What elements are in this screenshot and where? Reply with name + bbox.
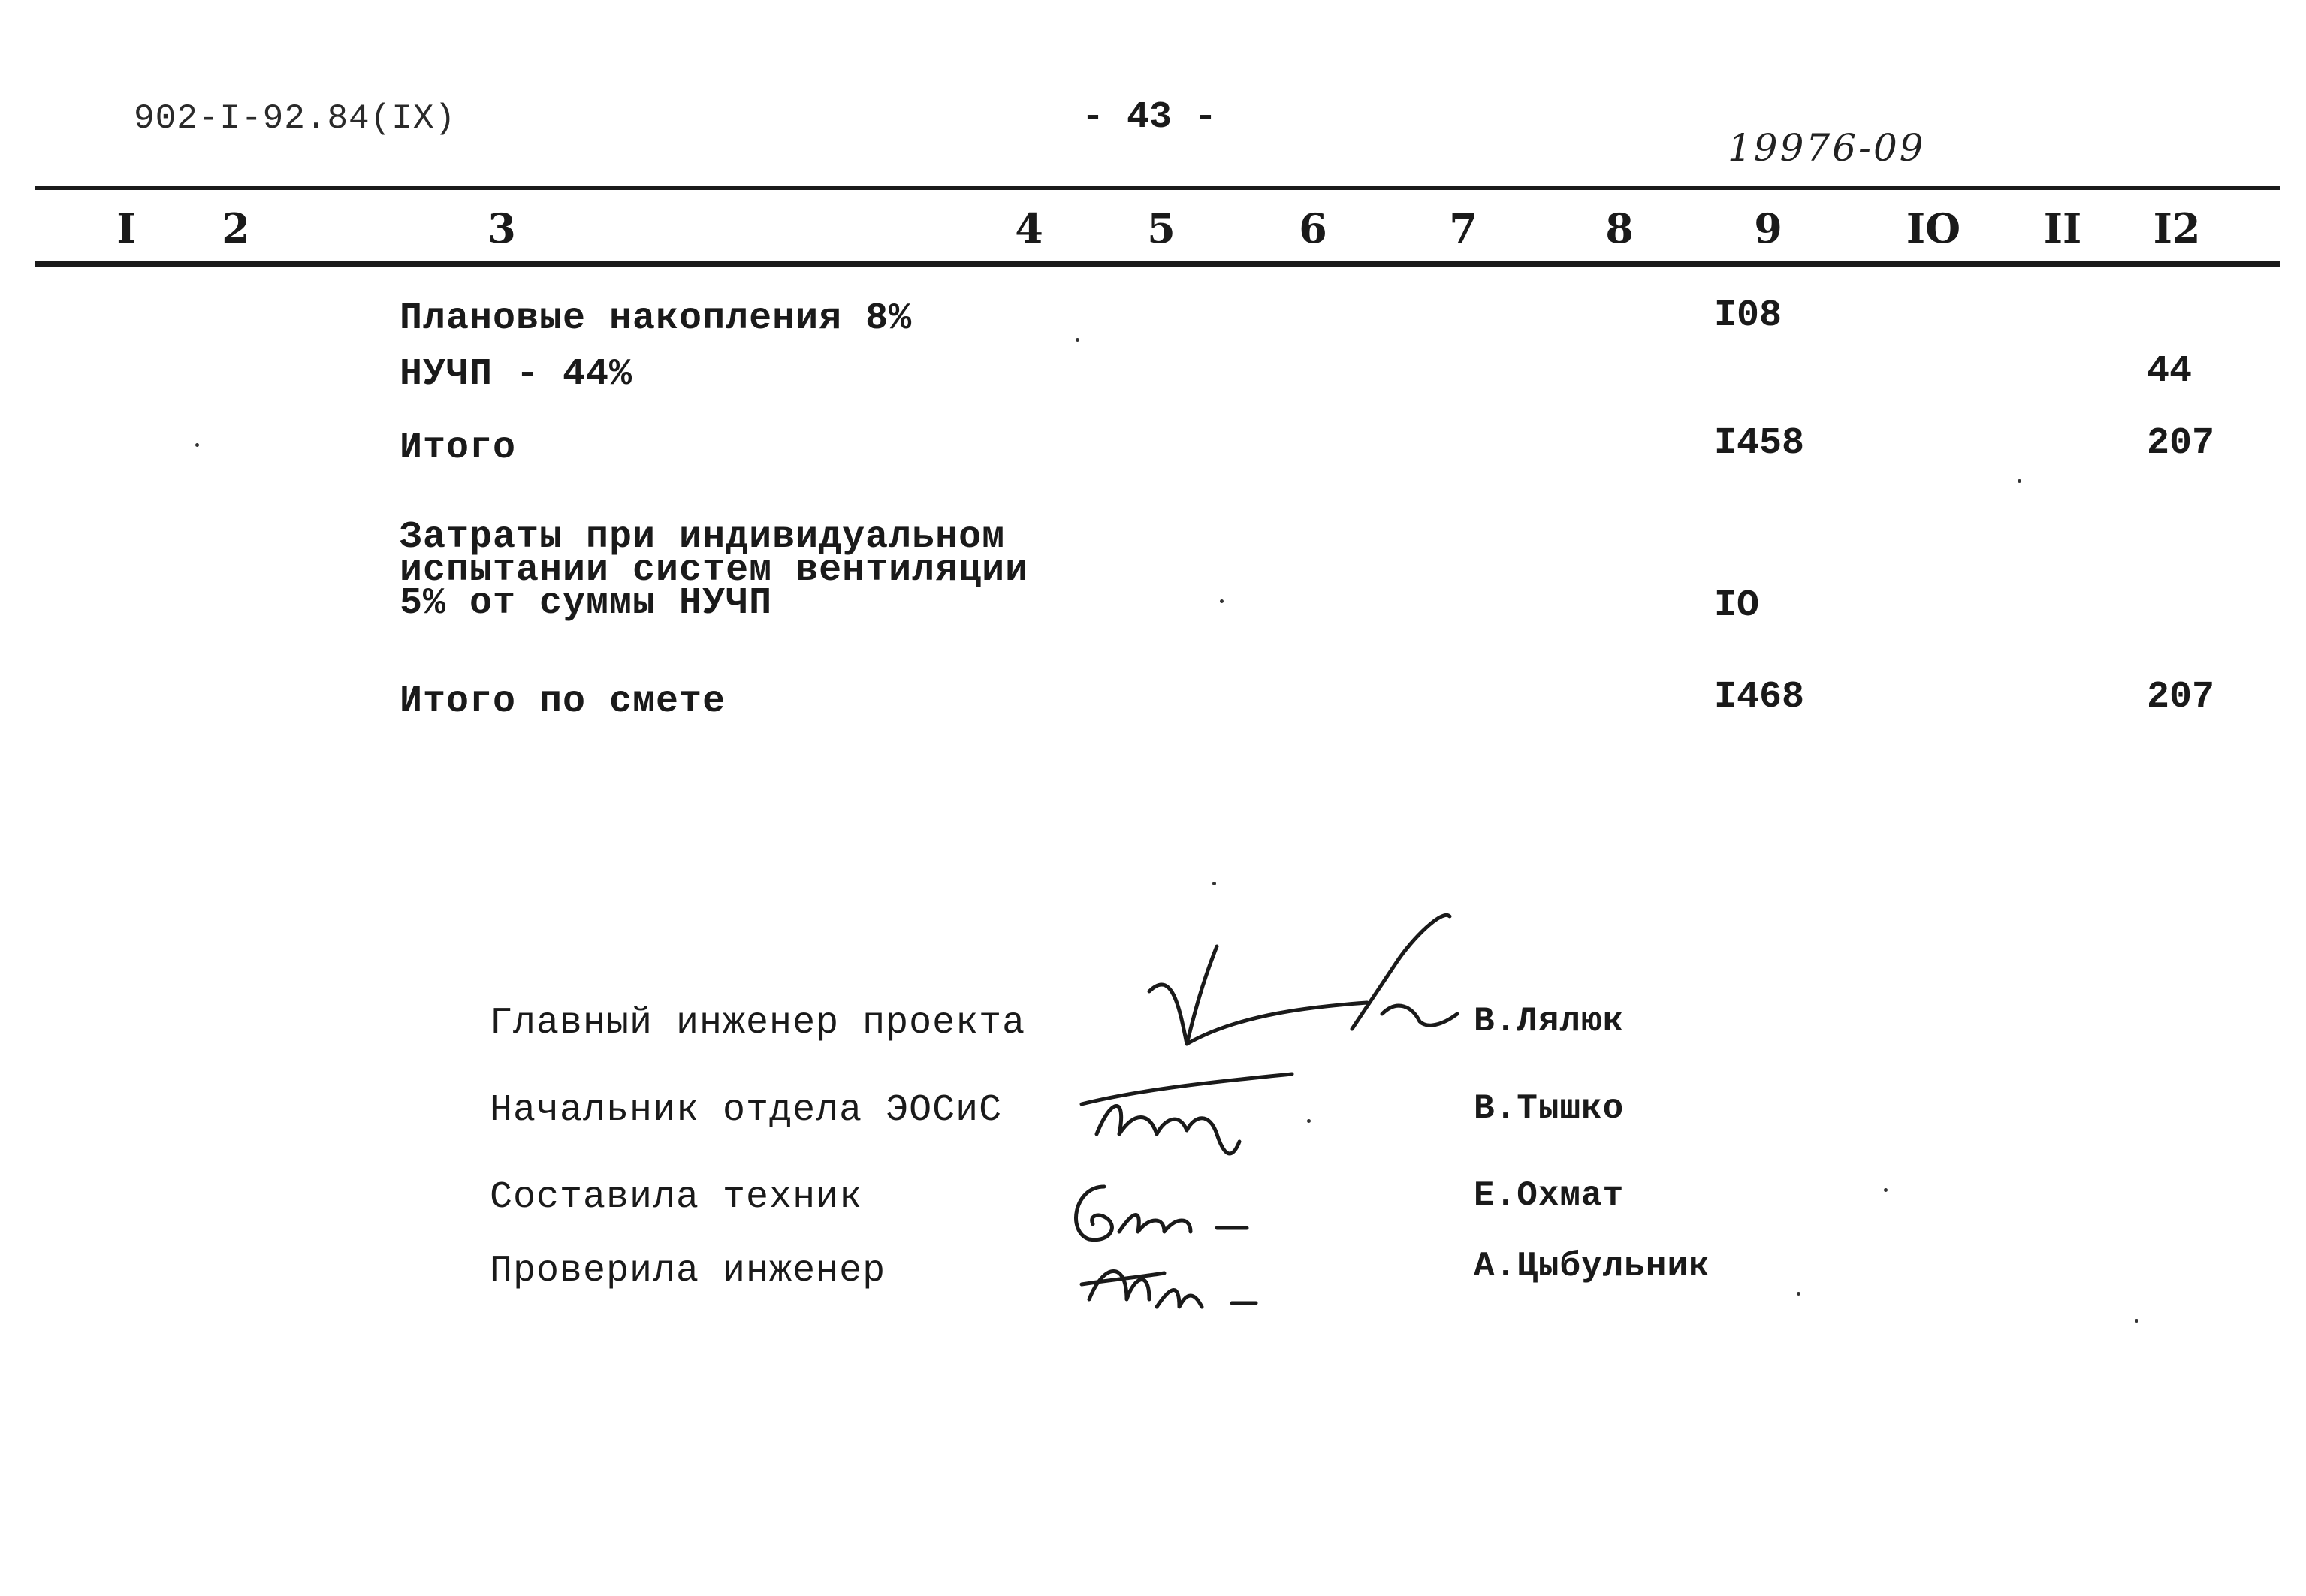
column-header-6: 6 (1299, 204, 1327, 252)
scan-speck (2018, 479, 2021, 483)
handwritten-signature-department-head (1067, 1051, 1307, 1164)
document-code: 902-I-92.84(IX) (134, 99, 457, 138)
column-header-8: 8 (1605, 204, 1634, 252)
column-header-5: 5 (1147, 204, 1176, 252)
scan-speck (1076, 338, 1079, 342)
page-number: - 43 - (1082, 96, 1218, 139)
row-value-planned-savings-col9: I08 (1714, 294, 1782, 337)
column-header-1: I (116, 204, 136, 252)
row-value-nuchp-col12: 44 (2147, 350, 2193, 393)
row-value-estimate-total-col9: I468 (1714, 676, 1805, 719)
row-label-ventilation-testing: Затраты при индивидуальном испытании систем вентиляции 5% от суммы НУЧП (400, 516, 1029, 625)
scan-speck (1797, 1292, 1800, 1296)
table-top-rule (35, 186, 2280, 190)
column-header-2: 2 (222, 204, 250, 252)
scan-speck (1212, 882, 1216, 885)
scan-speck (2135, 1319, 2138, 1323)
table-header-rule (35, 261, 2280, 267)
scan-speck (1220, 599, 1224, 603)
column-header-11: II (2043, 204, 2082, 252)
signature-name-engineer: А.Цыбульник (1474, 1247, 1710, 1286)
column-header-10: IO (1906, 204, 1961, 252)
row-value-subtotal-col9: I458 (1714, 422, 1805, 465)
row-value-estimate-total-col12: 207 (2147, 676, 2215, 719)
scan-speck (195, 443, 199, 447)
column-header-12: I2 (2153, 204, 2201, 252)
signature-role-department-head: Начальник отдела ЭОСиС (490, 1089, 1003, 1132)
column-header-9: 9 (1754, 204, 1782, 252)
scan-speck (1884, 1188, 1888, 1192)
signature-role-chief-engineer: Главный инженер проекта (490, 1002, 1026, 1045)
signature-name-technician: Е.Охмат (1474, 1176, 1625, 1215)
row-label-nuchp: НУЧП - 44% (400, 353, 633, 396)
archive-number: 19976-09 (1728, 126, 1926, 170)
handwritten-signature-chief-engineer (1127, 894, 1472, 1074)
scan-speck (1307, 1119, 1311, 1123)
signature-name-department-head: В.Тышко (1474, 1089, 1625, 1128)
column-header-7: 7 (1449, 204, 1477, 252)
signature-name-chief-engineer: В.Лялюк (1474, 1002, 1625, 1041)
row-label-planned-savings: Плановые накопления 8% (400, 297, 913, 340)
column-header-3: 3 (487, 204, 516, 252)
row-value-subtotal-col12: 207 (2147, 422, 2215, 465)
column-header-4: 4 (1015, 204, 1043, 252)
signature-role-engineer: Проверила инженер (490, 1250, 886, 1293)
row-label-estimate-total: Итого по смете (400, 680, 726, 723)
row-label-subtotal: Итого (400, 427, 517, 469)
signature-role-technician: Составила техник (490, 1176, 863, 1219)
handwritten-signature-engineer (1059, 1232, 1284, 1329)
row-value-ventilation-testing-col9: IO (1714, 584, 1760, 627)
